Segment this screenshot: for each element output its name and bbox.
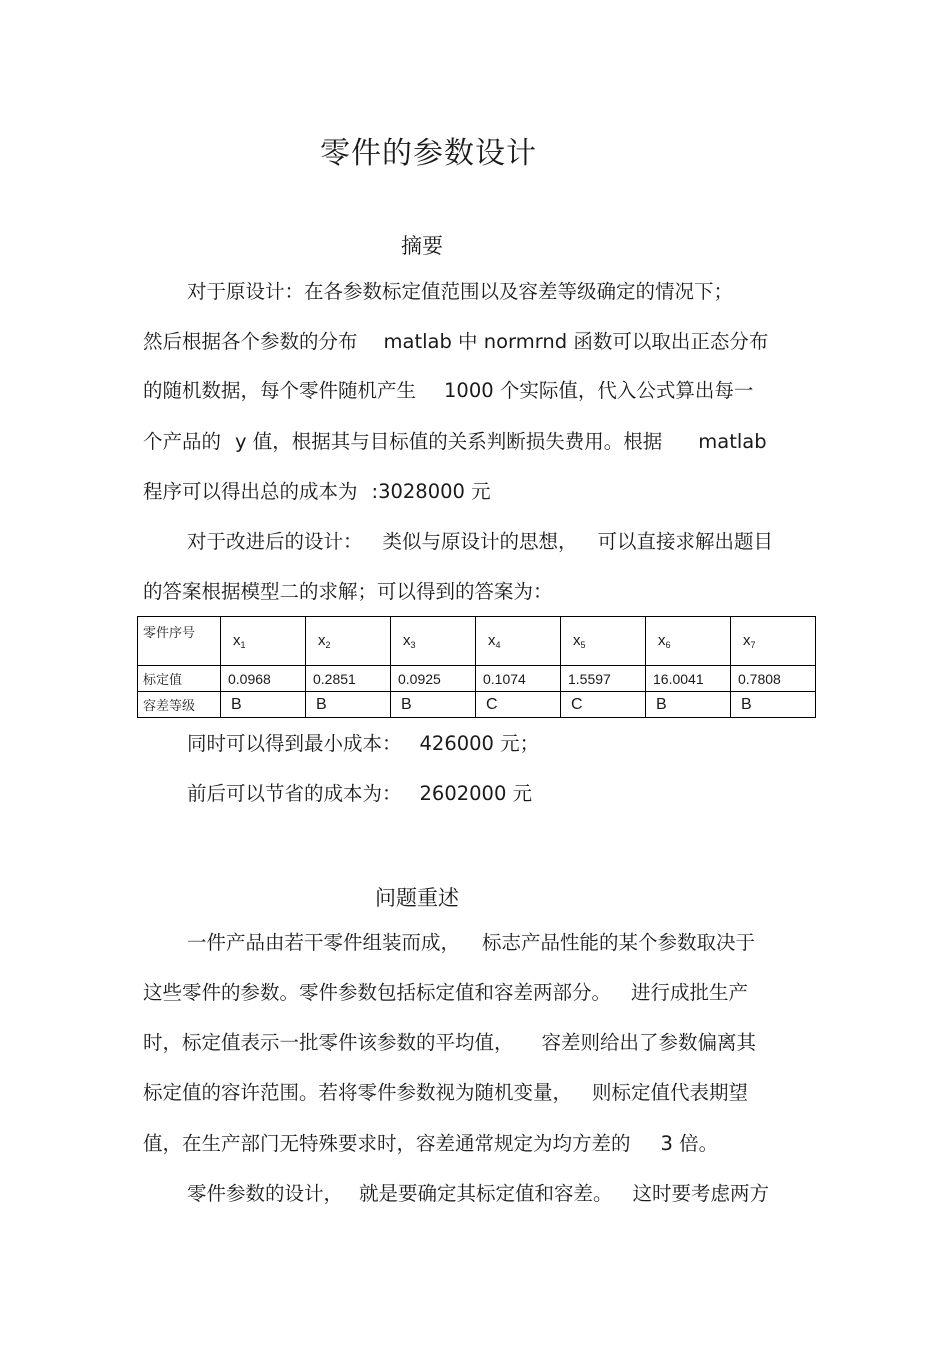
text-segment: 则标定值代表期望 xyxy=(592,1081,749,1104)
text-segment: 程序可以得出总的成本为 xyxy=(143,480,358,503)
value-cell: 0.1074 xyxy=(476,666,561,692)
variable-cell: $x_5$ xyxy=(561,617,646,666)
page-title: 零件的参数设计 xyxy=(320,136,537,171)
restatement-line-6 xyxy=(187,1184,769,1204)
restatement-line-4 xyxy=(143,1083,748,1103)
text-segment: 1000 个实际值，代入公式算出每一 xyxy=(444,379,754,402)
text-segment: 426000 元； xyxy=(419,732,540,755)
text-segment: 前后可以节省的成本为： xyxy=(187,782,402,805)
restatement-line-2 xyxy=(143,983,748,1003)
text-segment: 的随机数据，每个零件随机产生 xyxy=(143,379,417,402)
savings-line xyxy=(187,784,532,804)
abstract-line-2 xyxy=(143,332,768,352)
abstract-line-7: 的答案根据模型二的求解；可以得到的答案为： xyxy=(143,580,553,603)
value-cell: 0.2851 xyxy=(306,666,391,692)
text-segment: 这时要考虑两方 xyxy=(632,1182,770,1205)
restatement-line-3 xyxy=(143,1033,756,1053)
variable-cell: $x_1$ xyxy=(221,617,306,666)
parameter-table xyxy=(137,616,816,718)
value-cell: 16.0041 xyxy=(646,666,731,692)
text-segment: 零件参数的设计， xyxy=(187,1182,344,1205)
restatement-line-5 xyxy=(143,1134,718,1154)
grade-cell: B xyxy=(306,692,391,718)
grade-cell: C xyxy=(561,692,646,718)
text-segment: 类似与原设计的思想， xyxy=(382,530,578,553)
text-segment: 3 倍。 xyxy=(660,1132,719,1155)
grade-cell: B xyxy=(731,692,816,718)
value-cell: 0.0925 xyxy=(391,666,476,692)
value-cell: 0.0968 xyxy=(221,666,306,692)
text-segment: 2602000 元 xyxy=(419,782,533,805)
abstract-line-3 xyxy=(143,381,753,401)
variable-cell: $x_4$ xyxy=(476,617,561,666)
grade-cell: B xyxy=(391,692,476,718)
grade-cell: C xyxy=(476,692,561,718)
text-segment: y 值，根据其与目标值的关系判断损失费用。根据 xyxy=(235,430,663,453)
text-segment: 然后根据各个参数的分布 xyxy=(143,330,358,353)
table-grade-row xyxy=(138,692,816,718)
value-cell: 0.7808 xyxy=(731,666,816,692)
grade-label-cell: 容差等级 xyxy=(138,692,221,718)
min-cost-line xyxy=(187,734,539,754)
abstract-line-5 xyxy=(143,482,491,502)
text-segment: 时，标定值表示一批零件该参数的平均值， xyxy=(143,1031,514,1054)
text-segment: 一件产品由若干零件组装而成， xyxy=(187,931,461,954)
text-segment: matlab xyxy=(698,430,767,453)
variable-cell: $x_6$ xyxy=(646,617,731,666)
text-segment: 同时可以得到最小成本： xyxy=(187,732,402,755)
text-segment: 可以直接求解出题目 xyxy=(597,530,774,553)
text-segment: 个产品的 xyxy=(143,430,222,453)
text-segment: 进行成批生产 xyxy=(631,981,749,1004)
restatement-line-1 xyxy=(187,933,755,953)
header-label-cell: 零件序号 xyxy=(138,617,221,666)
text-segment: 标定值的容许范围。若将零件参数视为随机变量， xyxy=(143,1081,573,1104)
text-segment: 这些零件的参数。零件参数包括标定值和容差两部分。 xyxy=(143,981,612,1004)
text-segment: 就是要确定其标定值和容差。 xyxy=(359,1182,613,1205)
restatement-heading: 问题重述 xyxy=(375,886,459,910)
variable-cell: $x_7$ xyxy=(731,617,816,666)
abstract-line-1: 对于原设计：在各参数标定值范围以及容差等级确定的情况下； xyxy=(187,280,734,303)
value-label-cell: 标定值 xyxy=(138,666,221,692)
table-header-row xyxy=(138,617,816,666)
text-segment: 值，在生产部门无特殊要求时，容差通常规定为均方差的 xyxy=(143,1132,631,1155)
text-segment: 对于改进后的设计： xyxy=(187,530,363,553)
abstract-line-4 xyxy=(143,432,767,452)
table-value-row xyxy=(138,666,816,692)
text-segment: :3028000 元 xyxy=(371,480,491,503)
text-segment: 标志产品性能的某个参数取决于 xyxy=(482,931,756,954)
grade-cell: B xyxy=(646,692,731,718)
abstract-line-6 xyxy=(187,532,773,552)
text-segment: matlab 中 normrnd 函数可以取出正态分布 xyxy=(383,330,769,353)
text-segment: 容差则给出了参数偏离其 xyxy=(541,1031,757,1054)
value-cell: 1.5597 xyxy=(561,666,646,692)
abstract-heading: 摘要 xyxy=(401,234,443,258)
grade-cell: B xyxy=(221,692,306,718)
variable-cell: $x_2$ xyxy=(306,617,391,666)
variable-cell: $x_3$ xyxy=(391,617,476,666)
